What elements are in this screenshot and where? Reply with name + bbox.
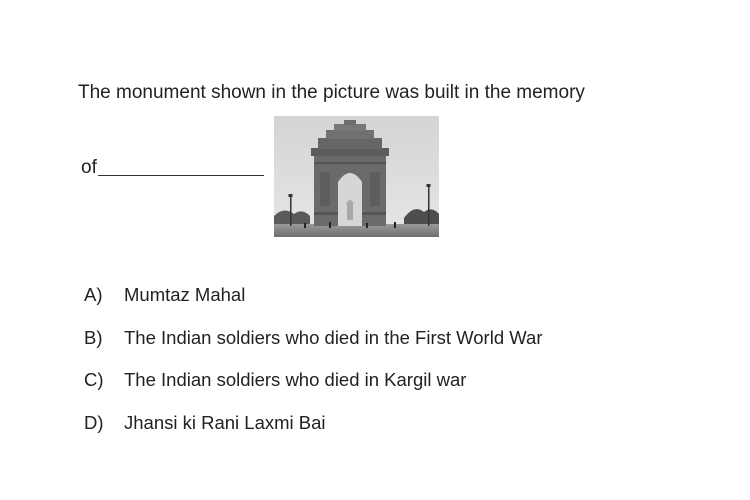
option-text: Mumtaz Mahal: [124, 284, 246, 305]
option-c[interactable]: [84, 369, 542, 412]
option-letter: A): [84, 284, 103, 305]
option-b[interactable]: [84, 327, 542, 370]
option-d[interactable]: [84, 412, 542, 455]
answer-blank: [98, 157, 264, 176]
option-letter: B): [84, 326, 103, 348]
option-letter: C): [84, 369, 104, 390]
option-a[interactable]: [84, 284, 542, 327]
option-letter: D): [84, 411, 104, 433]
option-text: The Indian soldiers who died in the First World War: [124, 326, 543, 348]
answer-options: [84, 284, 542, 454]
option-text: Jhansi ki Rani Laxmi Bai: [124, 411, 326, 433]
question-text-continued: [81, 157, 264, 179]
india-gate-photo: [274, 116, 439, 237]
question-prefix: of: [81, 157, 97, 178]
question-text: The monument shown in the picture was built in the memory: [78, 82, 585, 103]
option-text: The Indian soldiers who died in Kargil war: [124, 369, 467, 390]
